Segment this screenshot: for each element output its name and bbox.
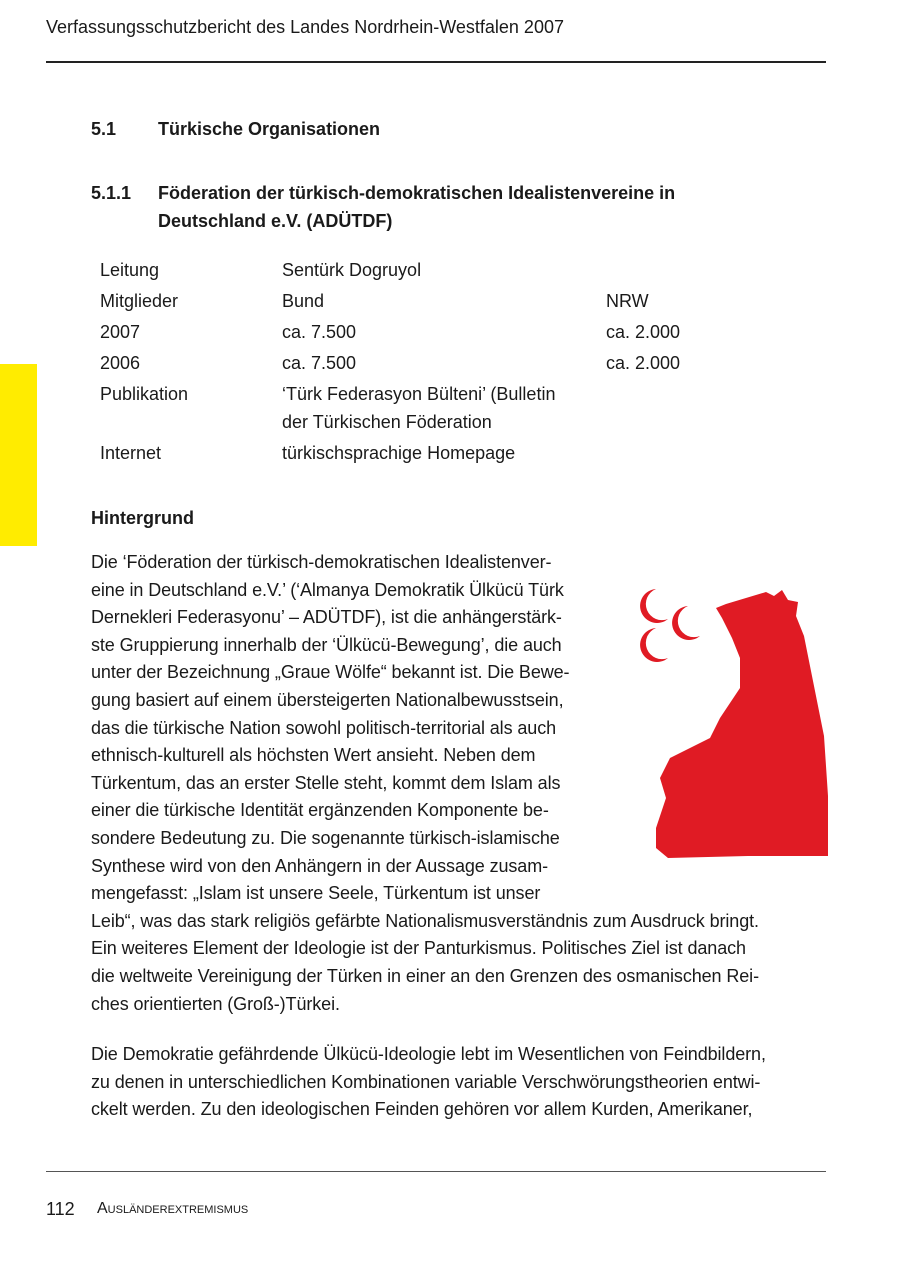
subsection-title-line: Föderation der türkisch-demokratischen Idealistenvereine in <box>158 183 676 203</box>
table-cell: Bund <box>282 291 325 311</box>
subsection-title-line: Deutschland e.V. (ADÜTDF) <box>158 211 393 231</box>
table-cell: der Türkischen Föderation <box>282 412 492 432</box>
table-cell: Leitung <box>100 260 160 280</box>
text-line: die weltweite Vereinigung der Türken in einer an den Grenzen des osmanischen Rei- <box>91 966 759 986</box>
table-cell: Mitglieder <box>100 291 179 311</box>
table-cell: ca. 2.000 <box>606 353 681 373</box>
text-line: mengefasst: „Islam ist unsere Seele, Türkentum ist unser <box>91 883 541 904</box>
text-line: sondere Bedeutung zu. Die sogenannte türkisch-islamische <box>91 828 560 848</box>
text-line: Synthese wird von den Anhängern in der Aussage zusam- <box>91 855 548 876</box>
section-number: 5.1 <box>91 119 117 139</box>
page-number: 112 <box>46 1199 75 1219</box>
crescent-icon <box>640 589 668 623</box>
table-cell: türkischsprachige Homepage <box>282 443 516 463</box>
text-line: Leib“, was das stark religiös gefärbte Nationalismusverständnis zum Ausdruck bringt. <box>91 910 759 931</box>
table-cell: Publikation <box>100 384 189 404</box>
text-line: Dernekleri Federasyonu’ – ADÜTDF), ist die anhängerstärk- <box>91 607 562 628</box>
table-cell: ca. 7.500 <box>282 322 357 342</box>
chapter-name: Ausländerextremismus <box>97 1200 249 1217</box>
text-line: ches orientierten (Groß-)Türkei. <box>91 993 340 1014</box>
table-cell: 2007 <box>100 322 141 342</box>
howling-wolf-icon <box>656 590 828 858</box>
text-line: Türkentum, das an erster Stelle steht, kommt dem Islam als <box>91 772 561 793</box>
table-cell: Internet <box>100 443 162 463</box>
table-cell: ‘Türk Federasyon Bülteni’ (Bulletin <box>282 384 556 404</box>
text-line: ste Gruppierung innerhalb der ‘Ülkücü-Bewegung’, die auch <box>91 634 562 655</box>
text-line: ckelt werden. Zu den ideologischen Feinden gehören vor allem Kurden, Amerikaner, <box>91 1099 753 1120</box>
background-heading: Hintergrund <box>91 508 194 528</box>
section-title: Türkische Organisationen <box>158 119 381 139</box>
table-cell: NRW <box>606 291 649 311</box>
text-line: einer die türkische Identität ergänzenden Komponente be- <box>91 800 549 821</box>
chapter-tab-marker <box>0 364 37 546</box>
text-line: ethnisch-kulturell als höchsten Wert ansieht. Neben dem <box>91 745 536 766</box>
text-line: das die türkische Nation sowohl politisch-territorial als auch <box>91 717 557 738</box>
table-cell: Sentürk Dogruyol <box>282 260 422 280</box>
footer-rule <box>46 1171 826 1172</box>
header-rule <box>46 61 826 63</box>
text-line: Die Demokratie gefährdende Ülkücü-Ideologie lebt im Wesentlichen von Feindbildern, <box>91 1044 766 1064</box>
text-line: unter der Bezeichnung „Graue Wölfe“ bekannt ist. Die Bewe- <box>91 662 570 683</box>
text-line: Ein weiteres Element der Ideologie ist der Panturkismus. Politisches Ziel ist danach <box>91 938 746 959</box>
text-line: eine in Deutschland e.V.’ (‘Almanya Demokratik Ülkücü Türk <box>91 579 564 600</box>
crescent-icon <box>640 628 668 662</box>
subsection-number: 5.1.1 <box>91 183 132 203</box>
running-header: Verfassungsschutzbericht des Landes Nordrhein-Westfalen 2007 <box>46 17 564 37</box>
table-cell: ca. 7.500 <box>282 353 357 373</box>
table-cell: 2006 <box>100 353 141 373</box>
crescent-icon <box>672 606 700 640</box>
text-line: Die ‘Föderation der türkisch-demokratischen Idealistenver- <box>91 552 552 572</box>
text-line: gung basiert auf einem übersteigerten Nationalbewusstsein, <box>91 690 564 710</box>
grey-wolves-emblem-image <box>626 584 828 866</box>
text-line: zu denen in unterschiedlichen Kombinationen variable Verschwörungstheorien entwi- <box>91 1071 761 1092</box>
table-cell: ca. 2.000 <box>606 322 681 342</box>
